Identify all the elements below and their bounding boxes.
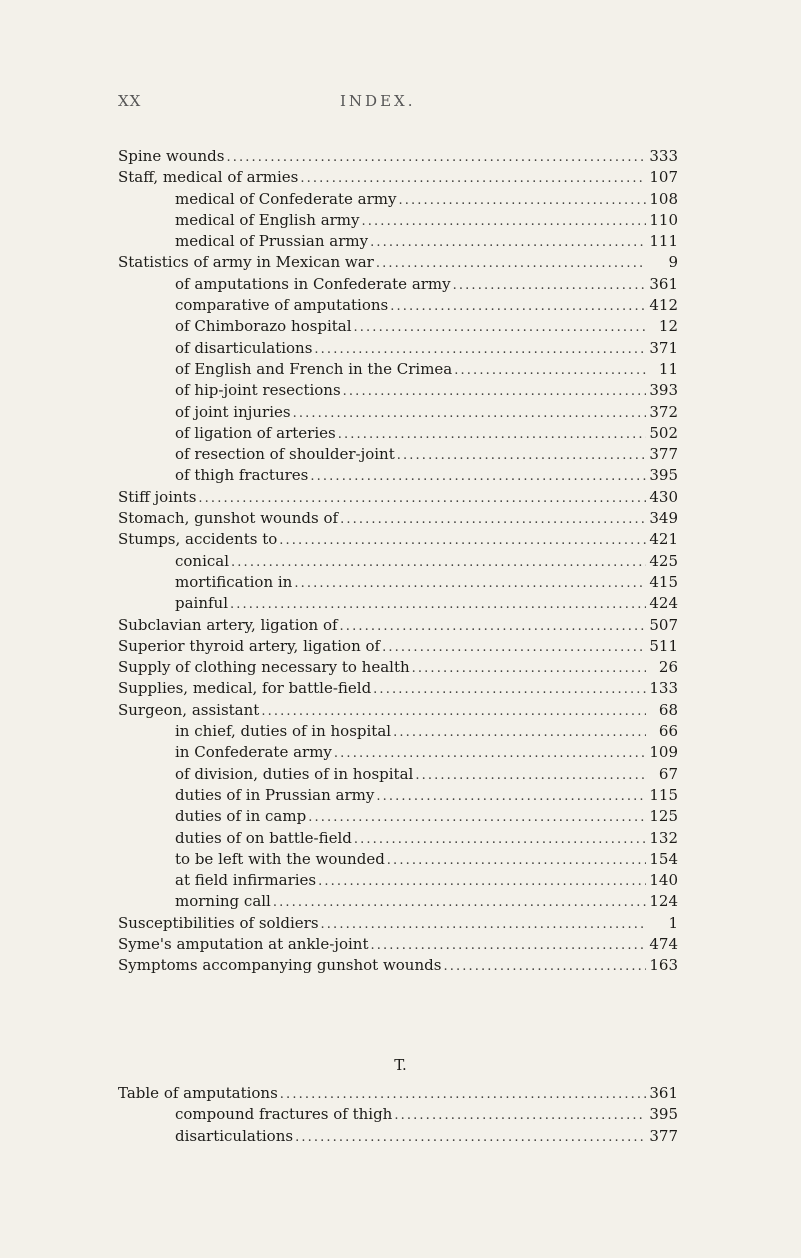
dot-leader xyxy=(370,232,646,253)
entry-text: medical of English army xyxy=(175,210,360,229)
dot-leader xyxy=(398,190,646,211)
dot-leader xyxy=(376,253,646,274)
entry-page-number: 474 xyxy=(649,934,678,953)
entry-text: Susceptibilities of soldiers xyxy=(118,913,319,932)
index-entry xyxy=(118,955,678,976)
dot-leader xyxy=(354,317,646,338)
index-entry xyxy=(118,1083,678,1104)
index-subentry xyxy=(118,359,678,380)
index-entry xyxy=(118,508,678,529)
entry-text: morning call xyxy=(175,892,271,911)
entry-text: mortification in xyxy=(175,572,293,591)
entry-page-number: 9 xyxy=(668,253,678,272)
index-entry xyxy=(118,657,678,678)
dot-leader xyxy=(231,552,646,573)
entry-text: compound fractures of thigh xyxy=(175,1105,393,1124)
entry-text: Staff, medical of armies xyxy=(118,168,299,187)
index-entry xyxy=(118,529,678,550)
entry-page-number: 371 xyxy=(649,338,678,357)
entry-text: of amputations in Confederate army xyxy=(175,274,451,293)
index-entry xyxy=(118,487,678,508)
dot-leader xyxy=(376,786,646,807)
entry-text: of thigh fractures xyxy=(175,466,309,485)
dot-leader xyxy=(294,573,646,594)
dot-leader xyxy=(334,743,646,764)
dot-leader xyxy=(293,403,646,424)
index-entry xyxy=(118,913,678,934)
entry-text: disarticulations xyxy=(175,1126,294,1145)
entry-page-number: 111 xyxy=(649,232,678,251)
entry-page-number: 11 xyxy=(658,359,678,378)
entry-page-number: 66 xyxy=(658,722,678,741)
entry-page-number: 393 xyxy=(649,381,678,400)
entry-text: Supplies, medical, for battle-field xyxy=(118,679,372,698)
index-subentry xyxy=(118,316,678,337)
entry-page-number: 507 xyxy=(649,615,678,634)
dot-leader xyxy=(390,296,646,317)
entry-page-number: 133 xyxy=(649,679,678,698)
index-entries-t xyxy=(118,1083,678,1147)
index-subentry xyxy=(118,444,678,465)
entry-page-number: 110 xyxy=(649,210,678,229)
entry-page-number: 163 xyxy=(649,956,678,975)
dot-leader xyxy=(321,914,646,935)
entry-page-number: 502 xyxy=(649,423,678,442)
dot-leader xyxy=(397,445,646,466)
index-subentry xyxy=(118,295,678,316)
dot-leader xyxy=(453,275,646,296)
entry-text: Stumps, accidents to xyxy=(118,530,278,549)
dot-leader xyxy=(226,147,646,168)
index-subentry xyxy=(118,274,678,295)
dot-leader xyxy=(279,530,646,551)
dot-leader xyxy=(318,871,646,892)
index-subentry xyxy=(118,572,678,593)
index-subentry xyxy=(118,806,678,827)
dot-leader xyxy=(310,466,646,487)
index-entry xyxy=(118,636,678,657)
entry-page-number: 115 xyxy=(649,785,678,804)
dot-leader xyxy=(354,829,646,850)
entry-text: Table of amputations xyxy=(118,1084,278,1102)
index-subentry xyxy=(118,423,678,444)
index-subentry xyxy=(118,402,678,423)
entry-text: of English and French in the Crimea xyxy=(175,359,453,378)
dot-leader xyxy=(454,360,646,381)
index-entry xyxy=(118,934,678,955)
index-subentry xyxy=(118,1104,678,1125)
entry-text: medical of Prussian army xyxy=(175,232,369,251)
entry-text: comparative of amputations xyxy=(175,296,389,315)
entry-text: of ligation of arteries xyxy=(175,423,336,442)
entry-page-number: 1 xyxy=(668,913,678,932)
dot-leader xyxy=(338,424,646,445)
page-folio: XX xyxy=(118,92,142,110)
index-subentry xyxy=(118,551,678,572)
index-subentry xyxy=(118,764,678,785)
entry-page-number: 361 xyxy=(649,1084,678,1102)
entry-text: in chief, duties of in hospital xyxy=(175,722,392,741)
dot-leader xyxy=(295,1127,646,1148)
entry-page-number: 132 xyxy=(649,828,678,847)
entry-page-number: 108 xyxy=(649,189,678,208)
dot-leader xyxy=(394,1105,646,1126)
index-entry xyxy=(118,252,678,273)
entry-page-number: 12 xyxy=(658,317,678,336)
index-subentry xyxy=(118,849,678,870)
index-subentry xyxy=(118,721,678,742)
entry-text: of hip-joint resections xyxy=(175,381,341,400)
dot-leader xyxy=(393,722,646,743)
entry-page-number: 430 xyxy=(649,487,678,506)
entry-text: Statistics of army in Mexican war xyxy=(118,253,374,272)
index-subentry xyxy=(118,891,678,912)
dot-leader xyxy=(273,892,646,913)
dot-leader xyxy=(280,1084,646,1105)
dot-leader xyxy=(261,701,646,722)
dot-leader xyxy=(415,765,646,786)
entry-text: Subclavian artery, ligation of xyxy=(118,615,338,634)
dot-leader xyxy=(340,509,646,530)
dot-leader xyxy=(230,594,646,615)
entry-page-number: 415 xyxy=(649,572,678,591)
entry-text: of joint injuries xyxy=(175,402,291,421)
index-subentry xyxy=(118,465,678,486)
index-entry xyxy=(118,678,678,699)
index-entry xyxy=(118,700,678,721)
dot-leader xyxy=(387,850,646,871)
dot-leader xyxy=(300,168,646,189)
index-subentry xyxy=(118,742,678,763)
dot-leader xyxy=(340,616,646,637)
index-entries-s xyxy=(118,146,678,977)
entry-page-number: 68 xyxy=(658,700,678,719)
entry-text: of division, duties of in hospital xyxy=(175,764,414,783)
entry-text: medical of Confederate army xyxy=(175,189,397,208)
entry-page-number: 154 xyxy=(649,849,678,868)
index-entry xyxy=(118,615,678,636)
entry-text: Stiff joints xyxy=(118,487,197,506)
index-subentry xyxy=(118,338,678,359)
dot-leader xyxy=(373,679,646,700)
entry-text: of Chimborazo hospital xyxy=(175,317,352,336)
index-subentry xyxy=(118,231,678,252)
entry-page-number: 26 xyxy=(658,658,678,677)
index-subentry xyxy=(118,210,678,231)
entry-text: Supply of clothing necessary to health xyxy=(118,658,410,677)
entry-page-number: 395 xyxy=(649,466,678,485)
entry-page-number: 377 xyxy=(649,1126,678,1145)
index-subentry xyxy=(118,828,678,849)
index-subentry xyxy=(118,189,678,210)
dot-leader xyxy=(370,935,646,956)
entry-text: duties of in Prussian army xyxy=(175,785,375,804)
entry-page-number: 511 xyxy=(649,636,678,655)
entry-page-number: 377 xyxy=(649,445,678,464)
entry-text: Surgeon, assistant xyxy=(118,700,260,719)
entry-page-number: 412 xyxy=(649,296,678,315)
dot-leader xyxy=(382,637,646,658)
entry-page-number: 109 xyxy=(649,743,678,762)
dot-leader xyxy=(443,956,646,977)
index-subentry xyxy=(118,593,678,614)
running-title: INDEX. xyxy=(340,92,416,110)
entry-text: Stomach, gunshot wounds of xyxy=(118,509,339,528)
entry-text: in Confederate army xyxy=(175,743,332,762)
dot-leader xyxy=(198,488,646,509)
entry-page-number: 372 xyxy=(649,402,678,421)
entry-text: duties of on battle-field xyxy=(175,828,352,847)
index-subentry xyxy=(118,870,678,891)
entry-text: of resection of shoulder-joint xyxy=(175,445,395,464)
dot-leader xyxy=(314,339,646,360)
entry-text: painful xyxy=(175,594,229,613)
index-subentry xyxy=(118,380,678,401)
entry-text: Symptoms accompanying gunshot wounds xyxy=(118,956,442,975)
entry-page-number: 107 xyxy=(649,168,678,187)
entry-text: of disarticulations xyxy=(175,338,313,357)
entry-page-number: 424 xyxy=(649,594,678,613)
entry-text: Superior thyroid artery, ligation of xyxy=(118,636,381,655)
entry-page-number: 395 xyxy=(649,1105,678,1124)
dot-leader xyxy=(362,211,646,232)
page-header xyxy=(0,92,801,112)
entry-page-number: 349 xyxy=(649,509,678,528)
entry-page-number: 333 xyxy=(649,147,678,165)
entry-page-number: 124 xyxy=(649,892,678,911)
entry-text: to be left with the wounded xyxy=(175,849,385,868)
entry-text: Syme's amputation at ankle-joint xyxy=(118,934,369,953)
index-subentry xyxy=(118,1126,678,1147)
dot-leader xyxy=(343,381,646,402)
entry-page-number: 140 xyxy=(649,871,678,890)
index-subentry xyxy=(118,785,678,806)
section-letter-t: T. xyxy=(394,1056,407,1074)
entry-text: conical xyxy=(175,551,230,570)
dot-leader xyxy=(412,658,646,679)
entry-page-number: 421 xyxy=(649,530,678,549)
entry-text: at field infirmaries xyxy=(175,871,317,890)
entry-page-number: 361 xyxy=(649,274,678,293)
dot-leader xyxy=(308,807,646,828)
entry-page-number: 425 xyxy=(649,551,678,570)
entry-page-number: 125 xyxy=(649,807,678,826)
entry-text: duties of in camp xyxy=(175,807,307,826)
index-entry xyxy=(118,146,678,167)
entry-page-number: 67 xyxy=(658,764,678,783)
entry-text: Spine wounds xyxy=(118,147,225,165)
index-entry xyxy=(118,167,678,188)
